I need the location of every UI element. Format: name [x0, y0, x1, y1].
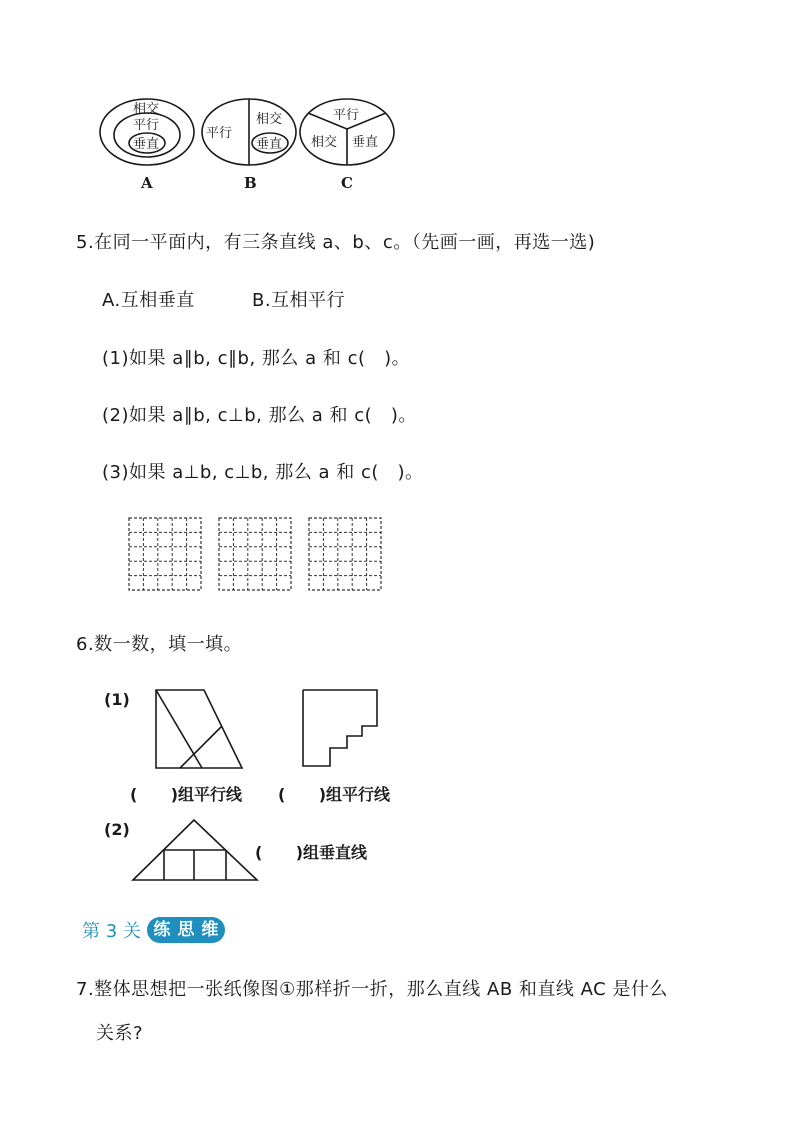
section-badge: [147, 917, 225, 943]
dotted-grid-2[interactable]: [219, 518, 291, 590]
q6-blank3[interactable]: ( )组垂直线: [255, 843, 368, 862]
diagram-b-right-top-text: 相交: [256, 112, 283, 127]
diagram-c-left-text: 相交: [311, 135, 338, 150]
diagram-b-right-inner-text: 垂直: [256, 137, 283, 152]
parallelogram-diagonal-2: [180, 726, 222, 768]
q5-sub2: (2)如果 a∥b, c⊥b, 那么 a 和 c( )。: [102, 405, 417, 426]
diagram-a-outer-text: 相交: [133, 102, 160, 117]
section-header: [82, 917, 225, 943]
q5-option-b: B.互相平行: [252, 290, 346, 311]
q5-sub3: (3)如果 a⊥b, c⊥b, 那么 a 和 c( )。: [102, 462, 424, 483]
diagram-a-middle-text: 平行: [133, 118, 160, 133]
q7-line2: 关系?: [96, 1023, 144, 1044]
section-char-1: 练: [153, 920, 171, 940]
q5-stem: 5.在同一平面内，有三条直线 a、b、c。（先画一画，再选一选): [76, 232, 596, 253]
section-char-2: 思: [177, 920, 195, 940]
q7-line1: 7.整体思想把一张纸像图①那样折一折，那么直线 AB 和直线 AC 是什么: [76, 979, 668, 1000]
q6-part1-label: (1): [104, 690, 130, 709]
dotted-grid-3[interactable]: [309, 518, 381, 590]
diagram-a-label: A: [141, 174, 153, 192]
section-char-3: 维: [201, 920, 219, 940]
q6-blank2[interactable]: ( )组平行线: [278, 785, 391, 804]
q6-stem: 6.数一数，填一填。: [76, 634, 243, 655]
parallelogram-diagonal-1: [156, 690, 202, 768]
q6-part2-label: (2): [104, 820, 130, 839]
section-prefix: 第 3 关: [82, 921, 141, 942]
parallelogram-figure: [156, 690, 242, 768]
stair-figure: [303, 690, 377, 766]
diagram-c-right-text: 垂直: [352, 135, 379, 150]
diagram-c-top-text: 平行: [333, 108, 360, 123]
q6-blank1[interactable]: ( )组平行线: [130, 785, 243, 804]
q5-option-a: A.互相垂直: [102, 290, 195, 311]
q5-sub1: (1)如果 a∥b, c∥b, 那么 a 和 c( )。: [102, 348, 411, 369]
diagram-a-inner-text: 垂直: [133, 137, 160, 152]
q5-drawing-grids: [128, 515, 388, 593]
dotted-grid-1[interactable]: [129, 518, 201, 590]
diagram-b-left-text: 平行: [206, 126, 233, 141]
set-diagrams: [95, 95, 405, 200]
diagram-b-label: B: [244, 174, 257, 192]
diagram-c-label: C: [341, 174, 353, 192]
